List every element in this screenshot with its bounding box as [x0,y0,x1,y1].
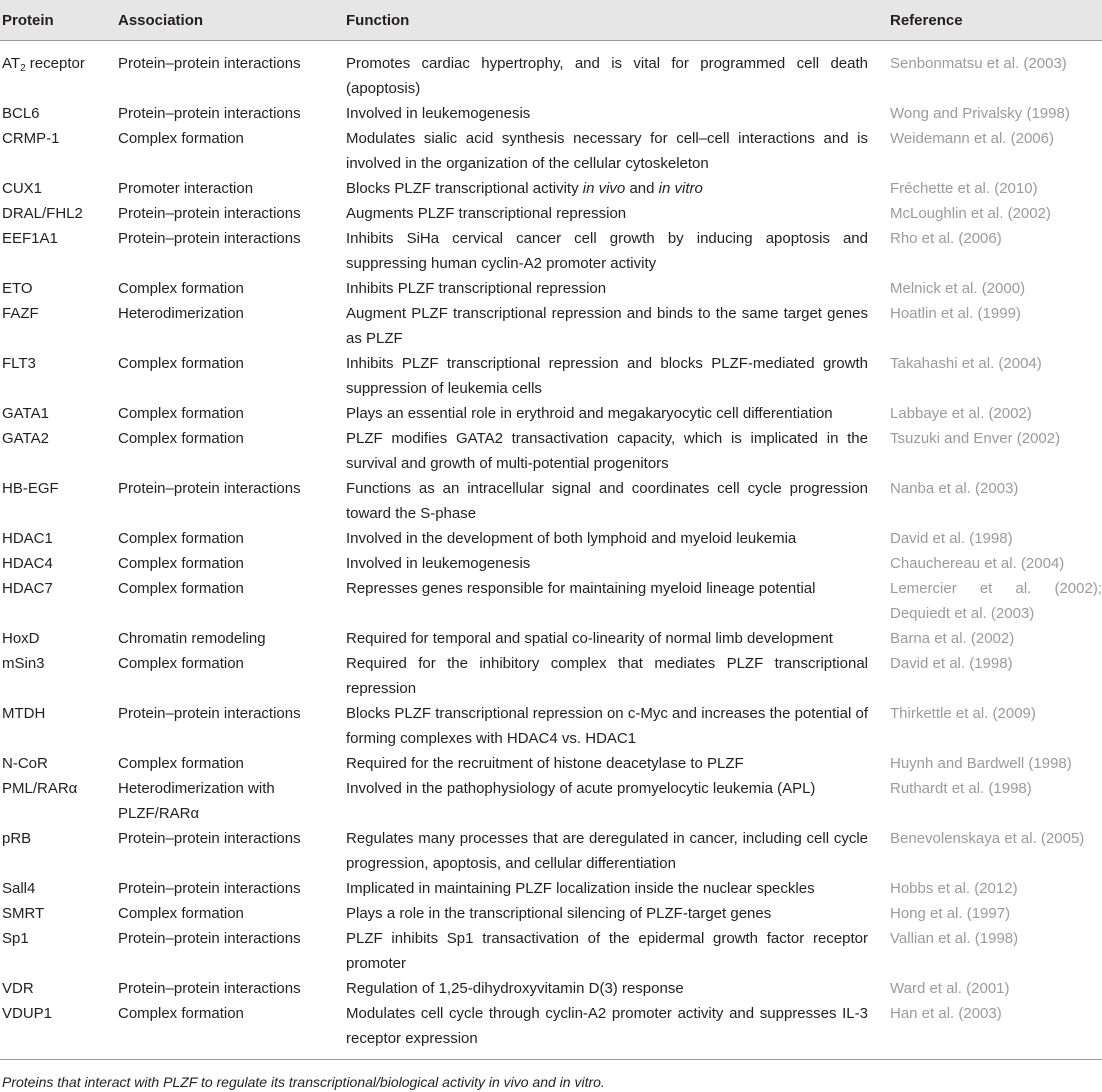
cell-protein: DRAL/FHL2 [2,205,83,222]
cell-association: Complex formation [118,905,244,922]
cell-association: Complex formation [118,280,244,297]
cell-reference: Nanba et al. (2003) [890,480,1019,497]
cell-association: Promoter interaction [118,180,254,197]
cell-association: Protein–protein interactions [118,105,301,122]
cell-function: Inhibits PLZF transcriptional repression and blocks PLZF-mediated growth suppression of leukemia cells [346,355,868,397]
cell-association: Protein–protein interactions [118,205,301,222]
table-row [0,926,1102,976]
table-row [0,976,1102,1001]
cell-association: Complex formation [118,430,244,447]
table-row [0,1001,1102,1060]
cell-function: PLZF modifies GATA2 transactivation capacity, which is implicated in the survival and growth of multi-potential progenitors [346,430,868,472]
cell-function: Augment PLZF transcriptional repression and binds to the same target genes as PLZF [346,305,868,347]
table-row [0,551,1102,576]
cell-reference: Thirkettle et al. (2009) [890,705,1036,722]
cell-function: Plays an essential role in erythroid and megakaryocytic cell differentiation [346,405,833,422]
cell-protein: GATA2 [2,430,49,447]
table-row [0,101,1102,126]
cell-function: Involved in leukemogenesis [346,105,531,122]
cell-association: Complex formation [116,1001,344,1060]
cell-function: Involved in the pathophysiology of acute promyelocytic leukemia (APL) [346,780,816,797]
cell-function: Blocks PLZF transcriptional activity in vivo and in vitro [346,180,703,197]
cell-protein: HDAC4 [2,555,53,572]
cell-function: Blocks PLZF transcriptional repression on c-Myc and increases the potential of forming complexes with HDAC4 vs. HDAC1 [346,705,868,747]
table-row [0,626,1102,651]
table-row [0,301,1102,351]
cell-association: Heterodimerization with PLZF/RARα [118,780,275,822]
cell-reference: Weidemann et al. (2006) [890,130,1054,147]
cell-reference: Lemercier et al. (2002); Dequiedt et al. (2003) [890,580,1102,622]
cell-protein: ETO [2,280,33,297]
table-row [0,751,1102,776]
cell-association: Protein–protein interactions [118,480,301,497]
cell-function: Required for temporal and spatial co-linearity of normal limb development [346,630,833,647]
cell-protein: GATA1 [2,405,49,422]
cell-function: Represses genes responsible for maintaining myeloid lineage potential [346,580,816,597]
table-row [0,176,1102,201]
cell-reference: Melnick et al. (2000) [890,280,1026,297]
cell-function: Functions as an intracellular signal and coordinates cell cycle progression toward the S-phase [346,480,868,522]
cell-function: Implicated in maintaining PLZF localization inside the nuclear speckles [346,880,815,897]
cell-association: Complex formation [118,580,244,597]
cell-protein: HB-EGF [2,480,59,497]
cell-association: Complex formation [118,405,244,422]
table-row [0,776,1102,826]
cell-association: Complex formation [118,355,244,372]
table-row [0,401,1102,426]
cell-reference: Huynh and Bardwell (1998) [890,755,1072,772]
cell-association: Protein–protein interactions [118,980,301,997]
cell-reference: Hoatlin et al. (1999) [890,305,1021,322]
cell-protein: N-CoR [2,755,48,772]
cell-function: Augments PLZF transcriptional repression [346,205,627,222]
cell-association: Complex formation [118,555,244,572]
cell-association: Chromatin remodeling [118,630,266,647]
cell-reference: Wong and Privalsky (1998) [890,105,1070,122]
cell-reference: Rho et al. (2006) [890,230,1002,247]
table-row [0,351,1102,401]
header-reference: Reference [888,0,1102,41]
cell-protein: Sall4 [2,880,36,897]
cell-function: Modulates sialic acid synthesis necessary for cell–cell interactions and is involved in the organization of the cellular cytoskeleton [346,130,868,172]
header-function: Function [344,0,888,41]
table-row [0,701,1102,751]
table-body [0,41,1102,1060]
table-row [0,126,1102,176]
cell-function: Required for the inhibitory complex that mediates PLZF transcriptional repression [346,655,868,697]
cell-reference: Vallian et al. (1998) [890,930,1019,947]
table-row [0,651,1102,701]
cell-protein: Sp1 [2,930,29,947]
cell-protein: HoxD [2,630,40,647]
cell-function: PLZF inhibits Sp1 transactivation of the epidermal growth factor receptor promoter [346,930,868,972]
header-association: Association [116,0,344,41]
cell-function: Plays a role in the transcriptional silencing of PLZF-target genes [346,905,772,922]
cell-reference: Hobbs et al. (2012) [890,880,1018,897]
table-row [0,226,1102,276]
cell-association: Protein–protein interactions [118,230,301,247]
cell-association: Protein–protein interactions [118,880,301,897]
cell-protein: VDR [2,980,34,997]
cell-function: Promotes cardiac hypertrophy, and is vital for programmed cell death (apoptosis) [346,55,868,97]
cell-association: Complex formation [118,130,244,147]
table-row [0,201,1102,226]
cell-association: Heterodimerization [118,305,244,322]
table-header-row [0,0,1102,41]
cell-protein: pRB [2,830,32,847]
cell-protein: $AT_2$ receptor [2,55,85,74]
cell-protein: BCL6 [2,105,40,122]
cell-protein: CRMP-1 [2,130,60,147]
table-row [0,901,1102,926]
cell-association: Protein–protein interactions [118,930,301,947]
cell-reference: McLoughlin et al. (2002) [890,205,1051,222]
table-row [0,576,1102,626]
cell-reference: David et al. (1998) [890,530,1013,547]
table-row [0,276,1102,301]
cell-reference: Ward et al. (2001) [890,980,1010,997]
cell-reference: Senbonmatsu et al. (2003) [890,55,1067,72]
cell-function: Regulation of 1,25-dihydroxyvitamin D(3) response [346,980,684,997]
cell-function: Involved in the development of both lymphoid and myeloid leukemia [346,530,797,547]
cell-function: Required for the recruitment of histone deacetylase to PLZF [346,755,744,772]
table-row [0,876,1102,901]
table-row [0,41,1102,102]
cell-protein: mSin3 [2,655,45,672]
cell-protein: MTDH [2,705,46,722]
cell-function: Modulates cell cycle through cyclin-A2 promoter activity and suppresses IL-3 receptor expression [344,1001,888,1060]
cell-association: Complex formation [118,530,244,547]
cell-reference: Takahashi et al. (2004) [890,355,1042,372]
cell-function: Inhibits PLZF transcriptional repression [346,280,607,297]
cell-function: Inhibits SiHa cervical cancer cell growth by inducing apoptosis and suppressing human cyclin-A2 promoter activity [346,230,868,272]
cell-protein: PML/RARα [2,780,78,797]
cell-reference: Barna et al. (2002) [890,630,1015,647]
cell-function: Involved in leukemogenesis [346,555,531,572]
cell-reference: Fréchette et al. (2010) [890,180,1038,197]
table-row [0,526,1102,551]
cell-protein: CUX1 [2,180,43,197]
cell-function: Regulates many processes that are deregulated in cancer, including cell cycle progression, apoptosis, and cellular differentiation [346,830,868,872]
cell-association: Protein–protein interactions [118,830,301,847]
table-caption: Proteins that interact with PLZF to regulate its transcriptional/biological activity in vivo and in vitro. [2,1074,605,1090]
cell-protein: FAZF [2,305,39,322]
cell-reference: David et al. (1998) [890,655,1013,672]
cell-protein: VDUP1 [0,1001,116,1060]
cell-reference: Benevolenskaya et al. (2005) [890,830,1085,847]
cell-reference: Ruthardt et al. (1998) [890,780,1032,797]
cell-reference: Hong et al. (1997) [890,905,1011,922]
cell-protein: HDAC7 [2,580,53,597]
cell-association: Complex formation [118,655,244,672]
cell-protein: SMRT [2,905,45,922]
cell-association: Protein–protein interactions [118,55,301,72]
table-row [0,826,1102,876]
cell-association: Protein–protein interactions [118,705,301,722]
cell-protein: EEF1A1 [2,230,58,247]
header-protein: Protein [0,0,116,41]
cell-reference: Chauchereau et al. (2004) [890,555,1065,572]
cell-protein: FLT3 [2,355,36,372]
cell-protein: HDAC1 [2,530,53,547]
cell-reference: Labbaye et al. (2002) [890,405,1032,422]
cell-association: Complex formation [118,755,244,772]
table-row [0,426,1102,476]
cell-reference: Han et al. (2003) [888,1001,1102,1060]
table-row [0,476,1102,526]
cell-reference: Tsuzuki and Enver (2002) [890,430,1061,447]
